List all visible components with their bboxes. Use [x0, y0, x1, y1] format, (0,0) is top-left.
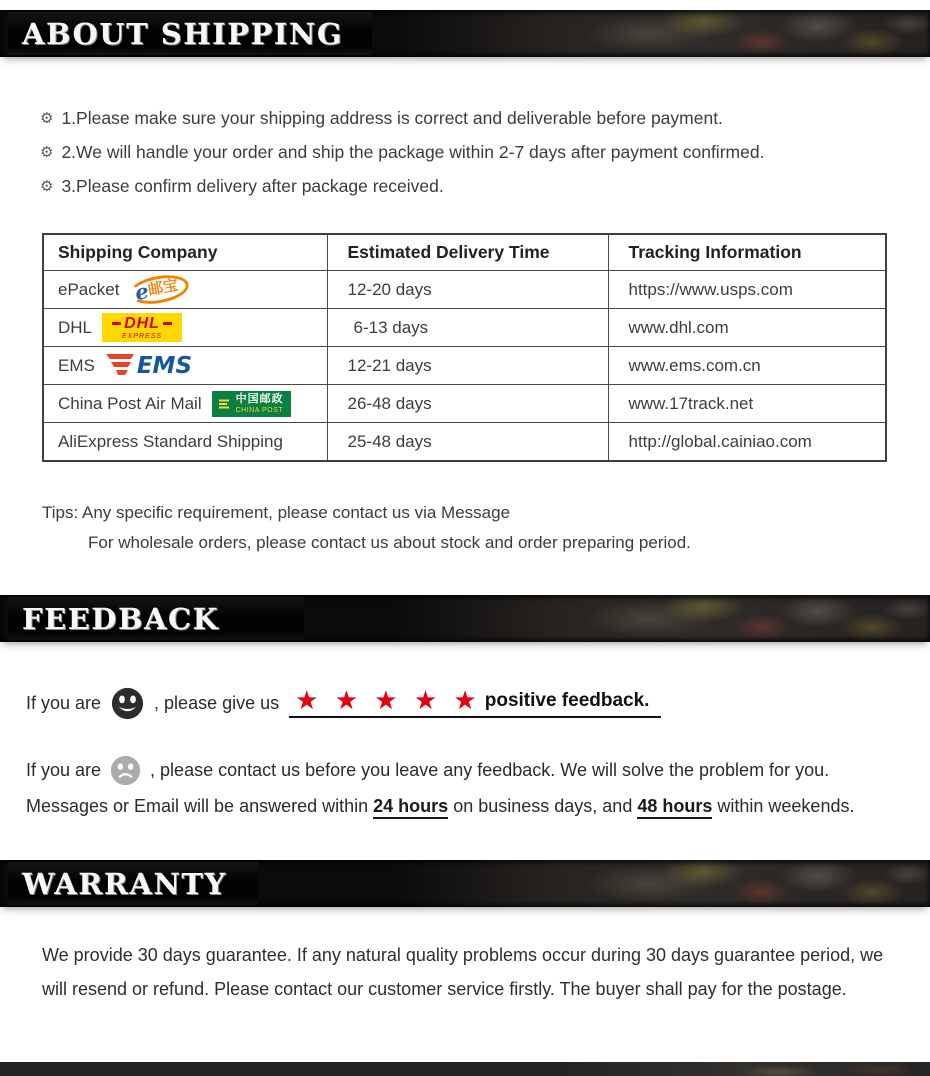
- tracking-url: www.ems.com.cn: [608, 347, 886, 385]
- shipping-note-text: 3.Please confirm delivery after package received.: [61, 175, 444, 196]
- epacket-logo-e: e: [133, 278, 151, 306]
- delivery-time: 6-13 days: [327, 309, 608, 347]
- column-header-company: Shipping Company: [43, 234, 327, 271]
- warranty-section-banner: [0, 860, 930, 907]
- negative-feedback-line: [26, 752, 926, 788]
- happy-prefix-text: If you are: [26, 692, 102, 713]
- shipping-section-banner: [0, 10, 930, 57]
- delivery-time: 12-20 days: [327, 271, 608, 309]
- delivery-time: 25-48 days: [327, 423, 608, 462]
- chinapost-logo: [212, 391, 291, 417]
- ems-wing-icon: [105, 354, 135, 378]
- feedback-banner-black-box: [8, 597, 304, 640]
- sad-text: , please contact us before you leave any feedback. We will solve the problem for you.: [150, 759, 830, 780]
- dhl-logo: [102, 313, 182, 342]
- company-name: China Post Air Mail: [58, 393, 202, 413]
- feedback-section-banner: [0, 595, 930, 642]
- delivery-time: 26-48 days: [327, 385, 608, 423]
- five-star-rating-icon: ★ ★ ★ ★ ★: [295, 686, 481, 716]
- tracking-url: http://global.cainiao.com: [608, 423, 886, 462]
- company-name: AliExpress Standard Shipping: [43, 423, 327, 462]
- dhl-logo-text: DHL: [124, 314, 160, 332]
- shipping-table: [42, 233, 887, 462]
- feedback-section-title: FEEDBACK: [22, 601, 220, 636]
- warranty-section-title: WARRANTY: [22, 866, 227, 901]
- shipping-note-2: [40, 135, 764, 169]
- tips-line-1: Tips: Any specific requirement, please contact us via Message: [42, 503, 511, 522]
- chinapost-logo-en: CHINA POST: [235, 406, 284, 414]
- column-header-tracking: Tracking Information: [608, 234, 886, 271]
- tips-line-2: For wholesale orders, please contact us about stock and order preparing period.: [88, 533, 691, 552]
- positive-feedback-line: [26, 684, 661, 722]
- dhl-logo-subtext: EXPRESS: [121, 332, 163, 340]
- reply-48-hours: 48 hours: [637, 796, 712, 819]
- delivery-time: 12-21 days: [327, 347, 608, 385]
- chinapost-logo-cn: 中国邮政: [235, 392, 284, 405]
- happy-face-icon: [111, 687, 144, 720]
- happy-mid-text: , please give us: [154, 692, 280, 713]
- epacket-logo: [128, 271, 192, 308]
- gear-bullet-icon: ⚙: [40, 177, 54, 195]
- positive-feedback-underline: [289, 688, 661, 718]
- company-name: DHL: [58, 317, 93, 337]
- ems-logo-text: EMS: [136, 352, 193, 379]
- company-name: ePacket: [58, 279, 120, 299]
- tracking-url: www.17track.net: [608, 385, 886, 423]
- shipping-note-3: [40, 169, 764, 203]
- table-row-dhl: [43, 309, 886, 347]
- table-row-chinapost: [43, 385, 886, 423]
- sad-prefix-text: If you are: [26, 759, 102, 780]
- ems-logo: [105, 353, 192, 379]
- reply-post-text: within weekends.: [717, 796, 855, 816]
- tracking-url: https://www.usps.com: [608, 271, 886, 309]
- shipping-note-text: 2.We will handle your order and ship the package within 2-7 days after payment confirmed.: [61, 141, 765, 162]
- shipping-banner-black-box: [8, 12, 372, 55]
- shipping-notes: [40, 101, 764, 203]
- shipping-tips: [42, 498, 691, 558]
- reply-mid-text: on business days, and: [453, 796, 633, 816]
- epacket-logo-cn: 邮宝: [147, 276, 180, 299]
- gear-bullet-icon: ⚙: [40, 143, 54, 161]
- tracking-url: www.dhl.com: [608, 309, 886, 347]
- positive-feedback-label: positive feedback.: [484, 690, 650, 711]
- shipping-table-header-row: [43, 234, 886, 271]
- shipping-note-1: [40, 101, 764, 135]
- shipping-section-title: ABOUT SHIPPING: [22, 16, 344, 51]
- table-row-aliexpress: [43, 423, 886, 462]
- chinapost-emblem-icon: [217, 397, 231, 411]
- column-header-delivery-time: Estimated Delivery Time: [327, 234, 608, 271]
- reply-24-hours: 24 hours: [373, 796, 448, 819]
- next-section-banner-partial: [0, 1062, 930, 1076]
- negative-feedback-paragraph: [26, 752, 926, 821]
- shipping-note-text: 1.Please make sure your shipping address is correct and deliverable before payment.: [61, 107, 723, 128]
- warranty-banner-black-box: [8, 862, 258, 905]
- warranty-text: We provide 30 days guarantee. If any natural quality problems occur during 30 days guarantee period, we will resend or refund. Please contact our customer service firstly. The buyer shall pay for the postage.: [42, 945, 884, 999]
- company-name: EMS: [58, 355, 95, 375]
- reply-pre-text: Messages or Email will be answered within: [26, 796, 369, 816]
- reply-time-line: [26, 791, 926, 821]
- table-row-epacket: [43, 271, 886, 309]
- gear-bullet-icon: ⚙: [40, 109, 54, 127]
- table-row-ems: [43, 347, 886, 385]
- sad-face-icon: [110, 755, 141, 786]
